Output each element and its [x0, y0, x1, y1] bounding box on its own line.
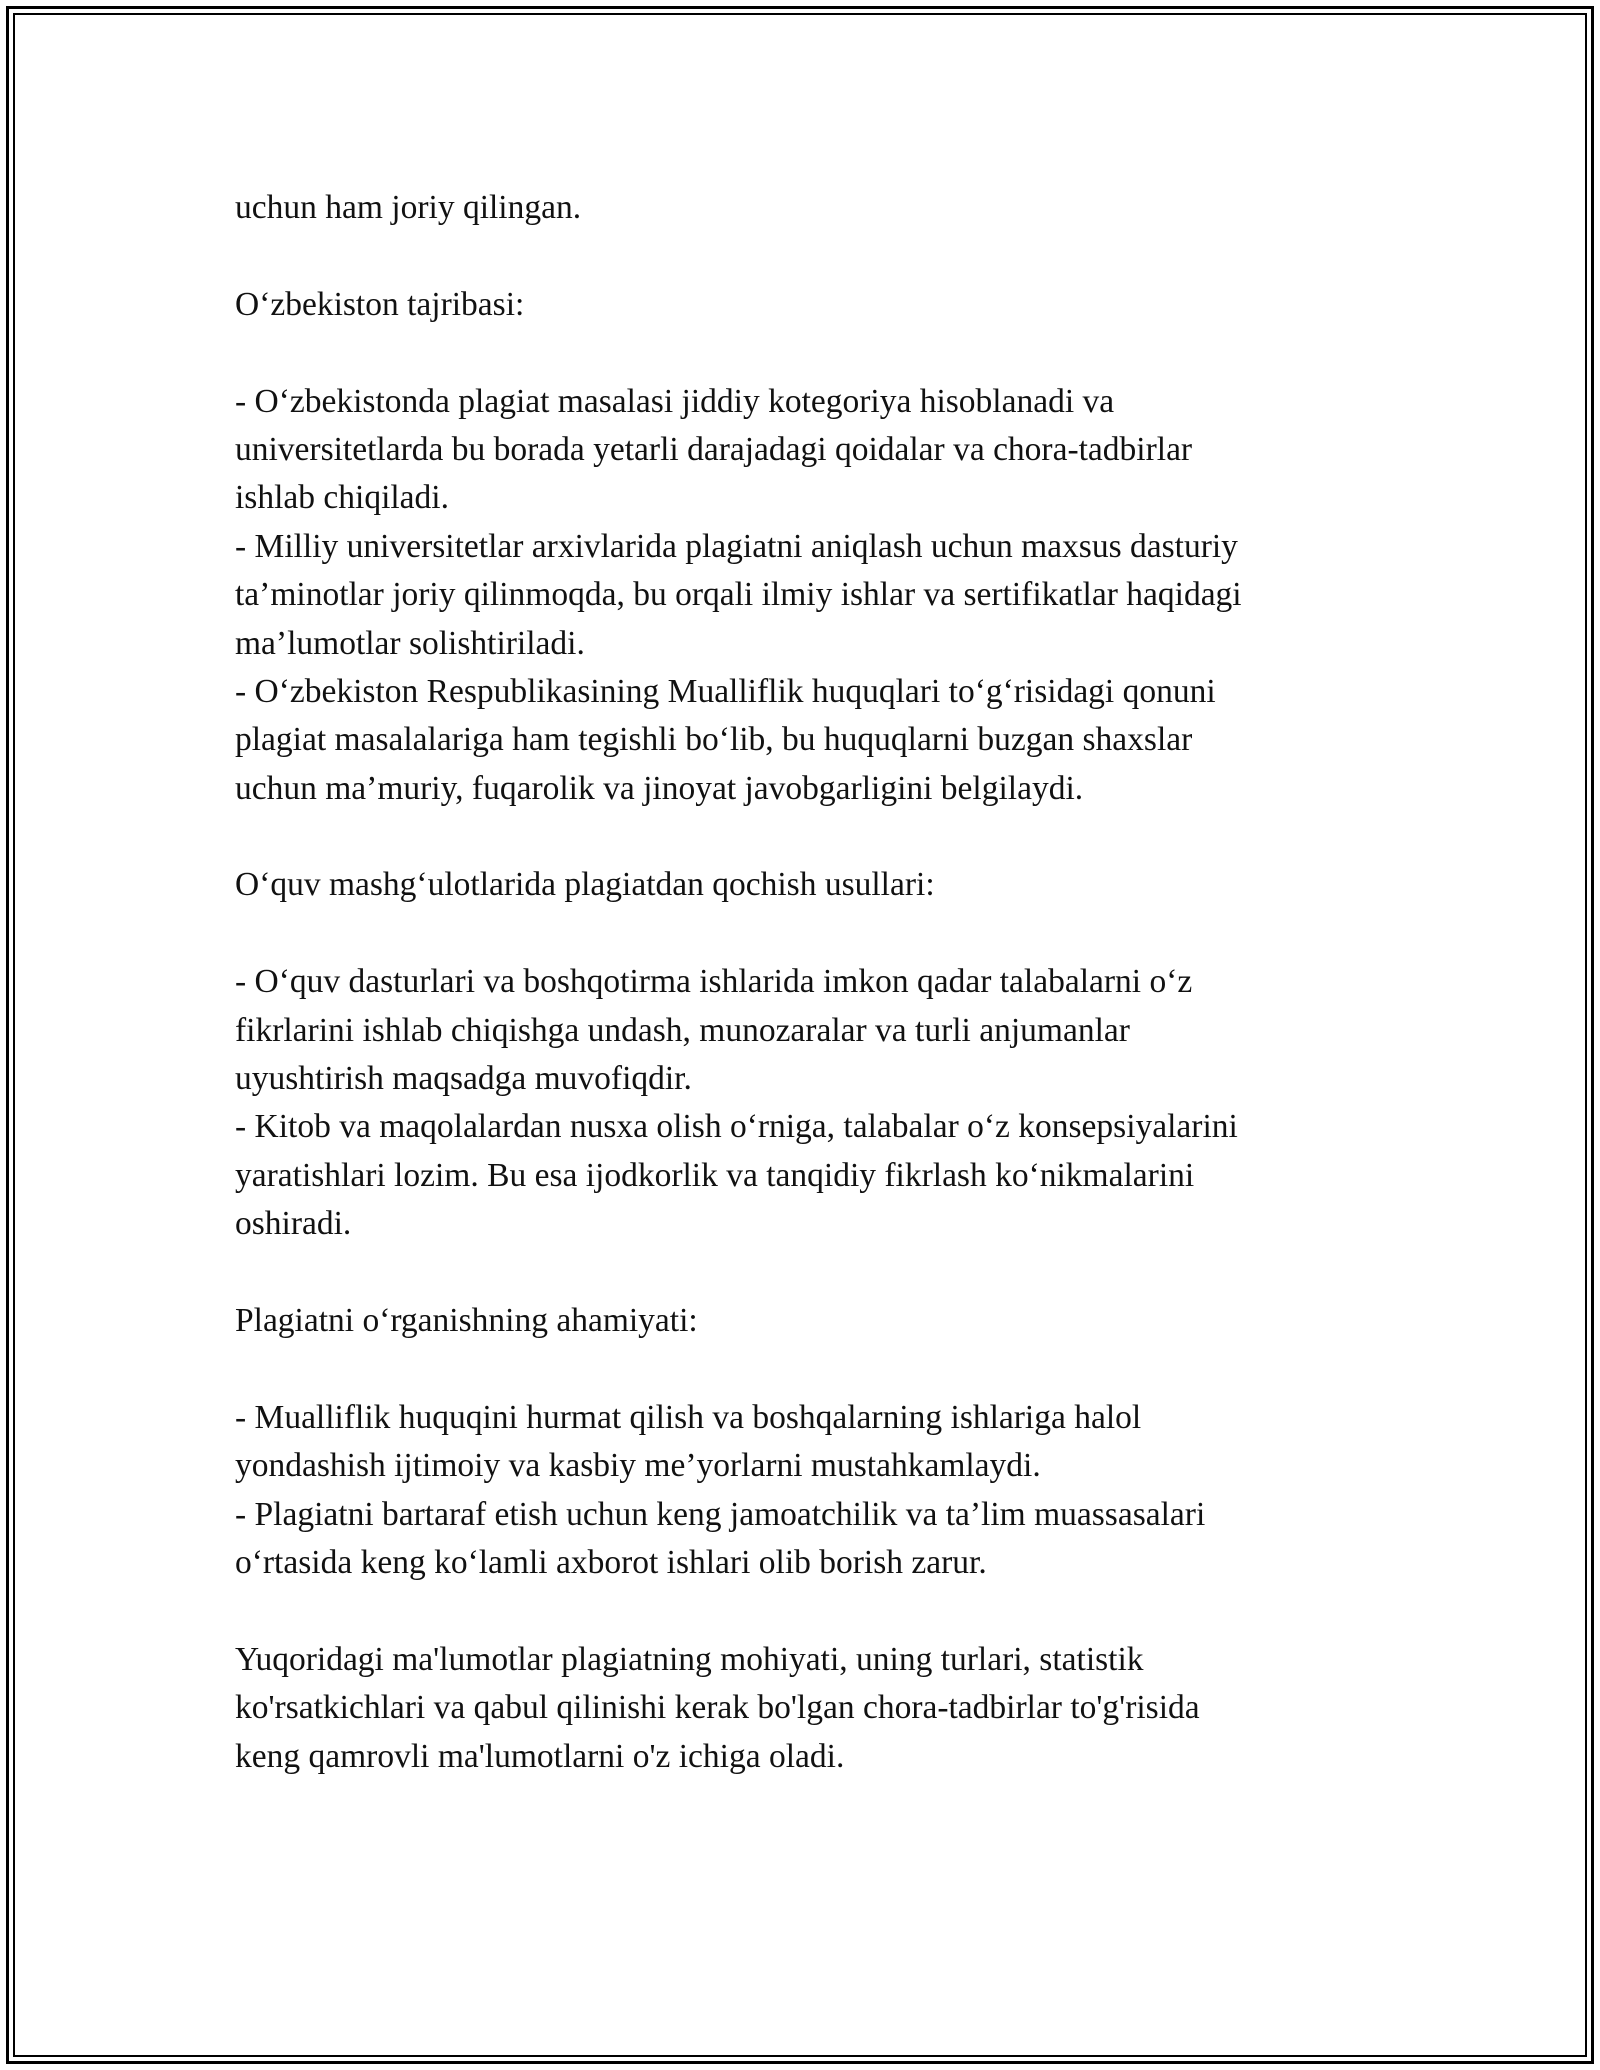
text-line: ishlab chiqiladi. — [235, 479, 449, 517]
blank-line — [235, 232, 1365, 280]
conclusion-line: ko'rsatkichlari va qabul qilinishi kerak bo'lgan chora-tadbirlar to'g'risida — [235, 1689, 1200, 1727]
blank-line — [235, 813, 1365, 861]
document-body — [235, 184, 1365, 1781]
text-line: ma’lumotlar solishtiriladi. — [235, 624, 585, 662]
text-line: - O‘zbekiston Respublikasining Mualliflik huquqlari to‘g‘risidagi qonuni — [235, 672, 1216, 710]
text-line: plagiat masalalariga ham tegishli bo‘lib, bu huquqlarni buzgan shaxslar — [235, 721, 1193, 759]
text-line: o‘rtasida keng ko‘lamli axborot ishlari olib borish zarur. — [235, 1543, 987, 1581]
blank-line — [235, 1345, 1365, 1393]
text-line: yondashish ijtimoiy va kasbiy me’yorlarni mustahkamlaydi. — [235, 1447, 1041, 1485]
text-line: universitetlarda bu borada yetarli darajadagi qoidalar va chora-tadbirlar — [235, 430, 1193, 468]
text-line: - Milliy universitetlar arxivlarida plagiatni aniqlash uchun maxsus dasturiy — [235, 527, 1238, 565]
text-line: uchun ma’muriy, fuqarolik va jinoyat javobgarligini belgilaydi. — [235, 769, 1084, 807]
text-line: yaratishlari lozim. Bu esa ijodkorlik va tanqidiy fikrlash ko‘nikmalarini — [235, 1156, 1195, 1194]
text-line: ta’minotlar joriy qilinmoqda, bu orqali ilmiy ishlar va sertifikatlar haqidagi — [235, 576, 1242, 614]
text-line: - O‘zbekistonda plagiat masalasi jiddiy kotegoriya hisoblanadi va — [235, 382, 1115, 420]
blank-line — [235, 910, 1365, 958]
text-line: - Kitob va maqolalardan nusxa olish o‘rniga, talabalar o‘z konsepsiyalarini — [235, 1108, 1238, 1146]
text-line: - Mualliflik huquqini hurmat qilish va boshqalarning ishlariga halol — [235, 1398, 1142, 1436]
text-line: - O‘quv dasturlari va boshqotirma ishlarida imkon qadar talabalarni o‘z — [235, 963, 1193, 1001]
text-line: oshiradi. — [235, 1205, 352, 1243]
text-line: - Plagiatni bartaraf etish uchun keng jamoatchilik va ta’lim muassasalari — [235, 1495, 1206, 1533]
conclusion-line: Yuqoridagi ma'lumotlar plagiatning mohiyati, uning turlari, statistik — [235, 1640, 1144, 1678]
text-line: uchun ham joriy qilingan. — [235, 189, 582, 226]
section-heading: Plagiatni o‘rganishning ahamiyati: — [235, 1301, 698, 1339]
text-line: uyushtirish maqsadga muvofiqdir. — [235, 1060, 692, 1098]
text-line: fikrlarini ishlab chiqishga undash, munozaralar va turli anjumanlar — [235, 1011, 1130, 1049]
conclusion-line: keng qamrovli ma'lumotlarni o'z ichiga oladi. — [235, 1737, 845, 1775]
section-heading: O‘quv mashg‘ulotlarida plagiatdan qochish usullari: — [235, 866, 935, 904]
section-heading: O‘zbekiston tajribasi: — [235, 285, 525, 323]
blank-line — [235, 329, 1365, 377]
blank-line — [235, 1587, 1365, 1635]
blank-line — [235, 1249, 1365, 1297]
